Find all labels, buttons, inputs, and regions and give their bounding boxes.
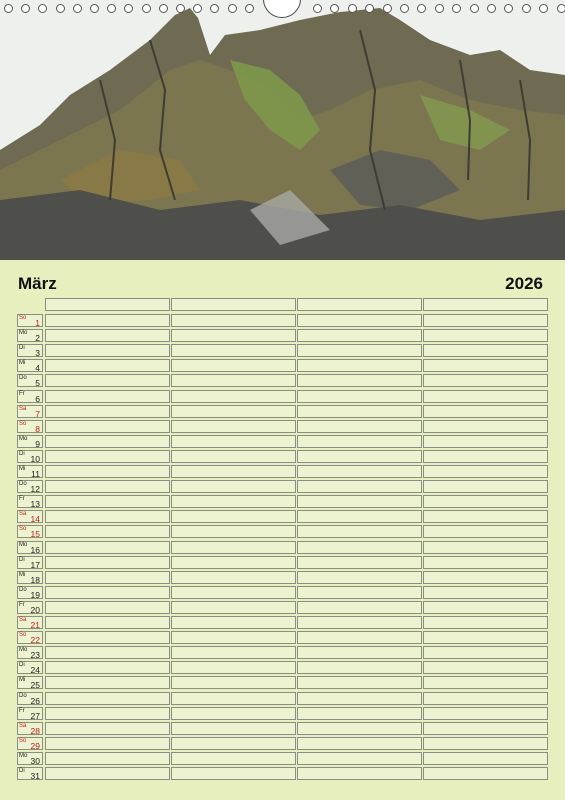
entry-cell[interactable] [297, 692, 422, 705]
weekday-label: Di [19, 345, 25, 352]
binding-hole [452, 4, 461, 13]
year-title: 2026 [505, 274, 543, 293]
entry-cell[interactable] [171, 661, 296, 674]
weekday-label: Mo [19, 435, 28, 442]
entry-cell[interactable] [423, 556, 548, 569]
day-label-cell [17, 314, 43, 327]
entry-cell[interactable] [423, 390, 548, 403]
day-label-cell [17, 450, 43, 463]
weekday-label: Mi [19, 571, 26, 578]
day-label-cell [17, 737, 43, 750]
weekday-label: Di [19, 662, 25, 669]
day-number: 18 [30, 574, 40, 585]
entry-cell[interactable] [423, 480, 548, 493]
entry-cell[interactable] [45, 601, 170, 614]
entry-cell[interactable] [45, 556, 170, 569]
day-number: 2 [35, 333, 40, 344]
entry-cell[interactable] [171, 631, 296, 644]
entry-cell[interactable] [297, 344, 422, 357]
weekday-label: Mo [19, 330, 28, 337]
entry-cell[interactable] [423, 722, 548, 735]
entry-cell[interactable] [171, 556, 296, 569]
day-number: 7 [35, 408, 40, 419]
column-header-cell[interactable] [423, 298, 548, 311]
cliff-photo [0, 0, 565, 260]
day-number: 29 [30, 740, 40, 751]
entry-cell[interactable] [45, 692, 170, 705]
entry-cell[interactable] [45, 616, 170, 629]
day-label-cell [17, 420, 43, 433]
entry-cell[interactable] [171, 435, 296, 448]
entry-cell[interactable] [45, 374, 170, 387]
entry-cell[interactable] [423, 525, 548, 538]
entry-cell[interactable] [45, 707, 170, 720]
day-number: 10 [30, 453, 40, 464]
column-header-cell[interactable] [297, 298, 422, 311]
entry-cell[interactable] [45, 344, 170, 357]
day-label-cell [17, 480, 43, 493]
entry-cell[interactable] [297, 707, 422, 720]
day-number: 28 [30, 725, 40, 736]
entry-cell[interactable] [45, 359, 170, 372]
entry-cell[interactable] [297, 420, 422, 433]
day-label-cell [17, 722, 43, 735]
weekday-label: Mo [19, 752, 28, 759]
entry-cell[interactable] [423, 495, 548, 508]
entry-cell[interactable] [297, 601, 422, 614]
entry-cell[interactable] [423, 405, 548, 418]
entry-cell[interactable] [171, 344, 296, 357]
day-number: 20 [30, 604, 40, 615]
entry-cell[interactable] [297, 405, 422, 418]
weekday-label: Mi [19, 360, 26, 367]
entry-cell[interactable] [297, 374, 422, 387]
entry-cell[interactable] [171, 480, 296, 493]
entry-cell[interactable] [423, 661, 548, 674]
binding-hole [330, 4, 339, 13]
weekday-label: Di [19, 768, 25, 774]
entry-cell[interactable] [171, 465, 296, 478]
binding-hole [245, 4, 254, 13]
binding-hole [487, 4, 496, 13]
binding-hole [142, 4, 151, 13]
entry-cell[interactable] [171, 676, 296, 689]
entry-cell[interactable] [45, 450, 170, 463]
entry-cell[interactable] [423, 631, 548, 644]
entry-cell[interactable] [423, 737, 548, 750]
day-number: 16 [30, 544, 40, 555]
day-number: 1 [35, 318, 40, 328]
entry-cell[interactable] [171, 752, 296, 765]
entry-cell[interactable] [45, 631, 170, 644]
weekday-label: So [19, 632, 27, 639]
binding-hole [73, 4, 82, 13]
entry-cell[interactable] [423, 510, 548, 523]
entry-cell[interactable] [297, 631, 422, 644]
entry-cell[interactable] [171, 722, 296, 735]
entry-cell[interactable] [297, 450, 422, 463]
day-label-cell [17, 495, 43, 508]
entry-cell[interactable] [171, 767, 296, 780]
entry-cell[interactable] [45, 314, 170, 327]
day-label-cell [17, 692, 43, 705]
day-number: 5 [35, 378, 40, 389]
entry-cell[interactable] [171, 692, 296, 705]
entry-cell[interactable] [297, 616, 422, 629]
day-label-cell [17, 435, 43, 448]
binding-hole [228, 4, 237, 13]
entry-cell[interactable] [171, 646, 296, 659]
day-number: 4 [35, 363, 40, 374]
entry-cell[interactable] [45, 510, 170, 523]
entry-cell[interactable] [297, 359, 422, 372]
binding-hole [107, 4, 116, 13]
weekday-label: Do [19, 586, 27, 593]
weekday-label: Mi [19, 677, 26, 684]
binding-hole [38, 4, 47, 13]
weekday-label: Fr [19, 390, 25, 397]
day-label-cell [17, 707, 43, 720]
weekday-label: Di [19, 556, 25, 563]
entry-cell[interactable] [45, 646, 170, 659]
weekday-label: Sa [19, 405, 27, 412]
day-number: 30 [30, 755, 40, 766]
entry-cell[interactable] [423, 344, 548, 357]
binding-hole [417, 4, 426, 13]
entry-cell[interactable] [423, 571, 548, 584]
weekday-label: Mo [19, 647, 28, 654]
weekday-label: Mi [19, 466, 26, 472]
weekday-label: Do [19, 375, 27, 382]
weekday-label: Mo [19, 541, 28, 548]
entry-cell[interactable] [45, 767, 170, 780]
entry-cell[interactable] [171, 586, 296, 599]
weekday-label: So [19, 526, 27, 533]
entry-cell[interactable] [171, 737, 296, 750]
binding-hole [176, 4, 185, 13]
weekday-label: Di [19, 450, 25, 457]
binding-hole [504, 4, 513, 13]
entry-cell[interactable] [45, 329, 170, 342]
entry-cell[interactable] [297, 314, 422, 327]
entry-cell[interactable] [45, 420, 170, 433]
day-label-cell [17, 631, 43, 644]
entry-cell[interactable] [171, 571, 296, 584]
cliff-photo-svg [0, 0, 565, 260]
entry-cell[interactable] [423, 707, 548, 720]
day-label-cell [17, 465, 43, 478]
entry-cell[interactable] [423, 646, 548, 659]
entry-cell[interactable] [297, 586, 422, 599]
day-label-cell [17, 525, 43, 538]
binding-hole [522, 4, 531, 13]
entry-cell[interactable] [171, 616, 296, 629]
day-number: 8 [35, 423, 40, 434]
day-number: 17 [30, 559, 40, 570]
day-number: 24 [30, 665, 40, 676]
day-number: 23 [30, 650, 40, 661]
entry-cell[interactable] [171, 450, 296, 463]
day-label-cell [17, 344, 43, 357]
day-label-cell [17, 329, 43, 342]
day-label-cell [17, 510, 43, 523]
weekday-label: Sa [19, 511, 27, 518]
entry-cell[interactable] [423, 752, 548, 765]
entry-cell[interactable] [171, 510, 296, 523]
entry-cell[interactable] [423, 465, 548, 478]
binding-hole [400, 4, 409, 13]
entry-cell[interactable] [297, 525, 422, 538]
binding-hole [383, 4, 392, 13]
day-number: 31 [30, 771, 40, 781]
binding-hole [21, 4, 30, 13]
binding-hole [193, 4, 202, 13]
entry-cell[interactable] [423, 314, 548, 327]
entry-cell[interactable] [297, 480, 422, 493]
column-header-cell[interactable] [171, 298, 296, 311]
entry-cell[interactable] [45, 495, 170, 508]
day-number: 6 [35, 393, 40, 404]
binding-hole [348, 4, 357, 13]
day-label-cell [17, 676, 43, 689]
entry-cell[interactable] [297, 465, 422, 478]
entry-cell[interactable] [297, 556, 422, 569]
day-number: 21 [30, 620, 40, 630]
entry-cell[interactable] [45, 737, 170, 750]
day-number: 13 [30, 499, 40, 510]
day-label-cell [17, 767, 43, 780]
entry-cell[interactable] [171, 420, 296, 433]
entry-cell[interactable] [423, 692, 548, 705]
entry-cell[interactable] [45, 752, 170, 765]
entry-cell[interactable] [423, 586, 548, 599]
entry-cell[interactable] [45, 525, 170, 538]
entry-cell[interactable] [45, 465, 170, 478]
entry-cell[interactable] [45, 722, 170, 735]
day-number: 26 [30, 695, 40, 706]
entry-cell[interactable] [297, 510, 422, 523]
day-number: 15 [30, 529, 40, 540]
day-number: 12 [30, 484, 40, 495]
entry-cell[interactable] [171, 359, 296, 372]
entry-cell[interactable] [423, 329, 548, 342]
day-number: 27 [30, 710, 40, 721]
binding-hole [4, 4, 13, 13]
day-label-cell [17, 752, 43, 765]
day-label-cell [17, 374, 43, 387]
entry-cell[interactable] [171, 374, 296, 387]
day-label-cell [17, 601, 43, 614]
entry-cell[interactable] [297, 676, 422, 689]
weekday-label: So [19, 737, 27, 744]
day-label-cell [17, 405, 43, 418]
entry-cell[interactable] [297, 495, 422, 508]
binding-hole [557, 4, 565, 13]
entry-cell[interactable] [45, 676, 170, 689]
weekday-label: Fr [19, 496, 25, 503]
day-number: 25 [30, 680, 40, 691]
day-number: 19 [30, 589, 40, 600]
entry-cell[interactable] [171, 314, 296, 327]
entry-cell[interactable] [423, 450, 548, 463]
weekday-label: Do [19, 481, 27, 488]
entry-cell[interactable] [423, 359, 548, 372]
day-label-cell [17, 359, 43, 372]
entry-cell[interactable] [297, 435, 422, 448]
entry-cell[interactable] [171, 601, 296, 614]
day-label-cell [17, 571, 43, 584]
day-label-cell [17, 390, 43, 403]
entry-cell[interactable] [171, 495, 296, 508]
entry-cell[interactable] [423, 541, 548, 554]
entry-cell[interactable] [297, 390, 422, 403]
day-number: 9 [35, 438, 40, 449]
entry-cell[interactable] [45, 541, 170, 554]
day-number: 14 [30, 514, 40, 525]
entry-cell[interactable] [171, 405, 296, 418]
binding-hole [470, 4, 479, 13]
day-label-cell [17, 616, 43, 629]
entry-cell[interactable] [45, 480, 170, 493]
binding-hole [539, 4, 548, 13]
entry-cell[interactable] [297, 737, 422, 750]
binding-hole [313, 4, 322, 13]
entry-cell[interactable] [423, 420, 548, 433]
entry-cell[interactable] [171, 525, 296, 538]
entry-cell[interactable] [423, 616, 548, 629]
weekday-label: Fr [19, 707, 25, 714]
entry-cell[interactable] [45, 435, 170, 448]
month-title: März [18, 274, 57, 293]
entry-cell[interactable] [297, 767, 422, 780]
binding-hole [365, 4, 374, 13]
entry-cell[interactable] [423, 767, 548, 780]
weekday-label: Sa [19, 722, 27, 729]
entry-cell[interactable] [171, 707, 296, 720]
entry-cell[interactable] [171, 541, 296, 554]
entry-cell[interactable] [45, 586, 170, 599]
binding-hole [90, 4, 99, 13]
entry-cell[interactable] [45, 661, 170, 674]
entry-cell[interactable] [297, 541, 422, 554]
binding-hole [124, 4, 133, 13]
entry-cell[interactable] [423, 601, 548, 614]
weekday-label: Fr [19, 601, 25, 608]
entry-cell[interactable] [297, 752, 422, 765]
entry-cell[interactable] [297, 571, 422, 584]
entry-cell[interactable] [45, 571, 170, 584]
entry-cell[interactable] [171, 390, 296, 403]
weekday-label: So [19, 315, 27, 321]
day-label-cell [17, 661, 43, 674]
weekday-label: So [19, 420, 27, 427]
entry-cell[interactable] [45, 390, 170, 403]
day-number: 11 [31, 469, 40, 479]
weekday-label: Sa [19, 617, 27, 623]
entry-cell[interactable] [297, 646, 422, 659]
entry-cell[interactable] [297, 722, 422, 735]
binding-hole [56, 4, 65, 13]
entry-cell[interactable] [297, 661, 422, 674]
day-label-cell [17, 556, 43, 569]
column-header-cell[interactable] [45, 298, 170, 311]
day-number: 3 [35, 348, 40, 359]
binding-hole [210, 4, 219, 13]
entry-cell[interactable] [423, 374, 548, 387]
weekday-label: Do [19, 692, 27, 699]
day-number: 22 [30, 635, 40, 646]
binding-hole [435, 4, 444, 13]
day-label-cell [17, 586, 43, 599]
entry-cell[interactable] [423, 435, 548, 448]
entry-cell[interactable] [297, 329, 422, 342]
entry-cell[interactable] [171, 329, 296, 342]
day-label-cell [17, 646, 43, 659]
entry-cell[interactable] [423, 676, 548, 689]
binding-hole [159, 4, 168, 13]
day-label-cell [17, 541, 43, 554]
entry-cell[interactable] [45, 405, 170, 418]
